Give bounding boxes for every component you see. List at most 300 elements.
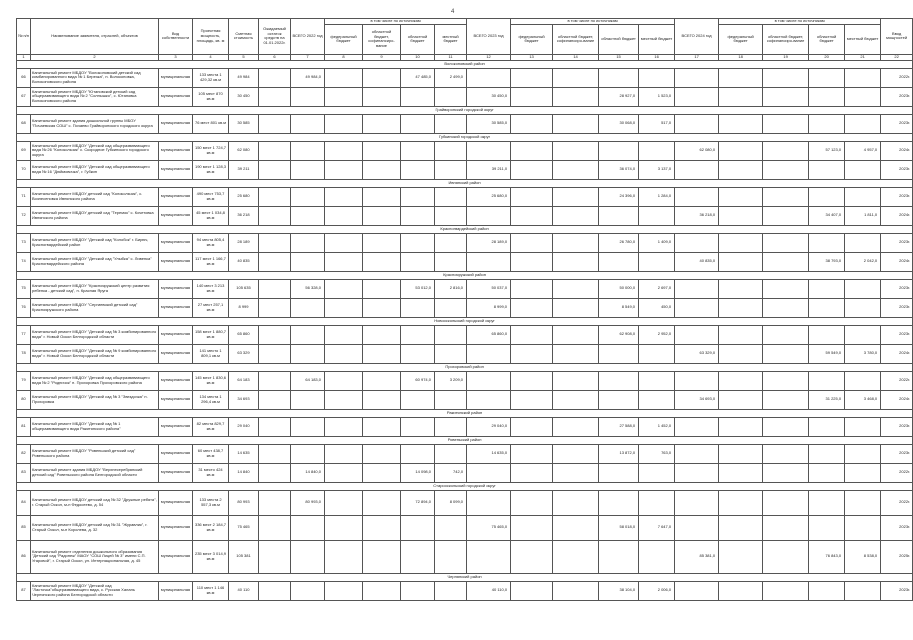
cell-r22 [401, 141, 435, 160]
cell-c22 [363, 417, 401, 436]
cell-year: 2023г. [881, 87, 913, 106]
table-row [17, 325, 913, 344]
cell-t24: 40 835,0 [675, 252, 719, 271]
cell-t22 [291, 344, 325, 363]
cell-r22 [401, 298, 435, 317]
cell-rest [259, 206, 291, 225]
section-row [17, 317, 913, 325]
cell-n: 67 [17, 87, 31, 106]
cell-f23 [511, 279, 553, 298]
cell-l23 [639, 68, 675, 87]
cell-name: Капитальный ремонт МБДОУ детский сад № 32 "Дружные ребята", г. Старый Оскол, м-н Федосеево, д. 54 [31, 490, 159, 515]
cell-n: 66 [17, 68, 31, 87]
cell-r22: 72 894,0 [401, 490, 435, 515]
cell-f24 [719, 581, 763, 600]
cell-l24 [845, 515, 881, 540]
cell-r22 [401, 114, 435, 133]
cell-c23 [553, 141, 599, 160]
cell-f22 [325, 417, 363, 436]
cell-f22 [325, 141, 363, 160]
section-title: Губкинский городской округ [17, 133, 913, 141]
section-title: Новооскольский городской округ [17, 317, 913, 325]
cell-l24 [845, 298, 881, 317]
cell-r23 [599, 490, 639, 515]
cell-f22 [325, 581, 363, 600]
cell-f23 [511, 160, 553, 179]
cell-c23 [553, 325, 599, 344]
cell-f22 [325, 298, 363, 317]
cell-t22 [291, 390, 325, 409]
cofin-2024-header: областной бюджет, софинансиро-вание [763, 24, 809, 54]
cell-cost: 28 189 [229, 233, 259, 252]
column-number-cell: 21 [845, 54, 881, 60]
cell-f22 [325, 444, 363, 463]
cell-year: 2022г. [881, 490, 913, 515]
cell-c23 [553, 279, 599, 298]
cell-c24 [763, 114, 809, 133]
cell-f23 [511, 490, 553, 515]
cell-own: муниципальная [159, 490, 193, 515]
cell-f23 [511, 390, 553, 409]
cell-f23 [511, 515, 553, 540]
cell-n: 85 [17, 515, 31, 540]
cell-year: 2024г. [881, 206, 913, 225]
section-title: Ивнянский район [17, 179, 913, 187]
cell-f24 [719, 540, 763, 573]
cell-c22 [363, 68, 401, 87]
cell-r23: 27 588,0 [599, 417, 639, 436]
cell-c24 [763, 160, 809, 179]
cell-l23: 1 452,0 [639, 417, 675, 436]
cell-l22: 3 209,0 [435, 371, 467, 390]
cell-t23 [467, 463, 511, 482]
cell-l22 [435, 581, 467, 600]
cell-year: 2023г. [881, 160, 913, 179]
cell-c22 [363, 390, 401, 409]
cell-cap: 94 места 805,4 кв.м [193, 233, 229, 252]
cell-c24 [763, 490, 809, 515]
cell-year: 2024г. [881, 141, 913, 160]
cell-f24 [719, 344, 763, 363]
cell-cap: 145 мест 1 830,6 кв.м [193, 371, 229, 390]
cell-t24 [675, 68, 719, 87]
cell-cost: 30 585 [229, 114, 259, 133]
cell-cost: 34 693 [229, 390, 259, 409]
cell-f23 [511, 233, 553, 252]
cell-t24 [675, 160, 719, 179]
cell-c22 [363, 298, 401, 317]
table-row [17, 279, 913, 298]
cell-l22: 8 099,0 [435, 490, 467, 515]
cell-t22: 80 993,0 [291, 490, 325, 515]
cell-c24 [763, 515, 809, 540]
cell-r23 [599, 540, 639, 573]
cell-n: 82 [17, 444, 31, 463]
cell-name: Капитальный ремонт МБДОУ "Детский сад "Ласточка"общеразвивающего вида, с. Русская Халань Чернянского района Белгородской области [31, 581, 159, 600]
cell-r23: 26 780,0 [599, 233, 639, 252]
cell-r23: 28 927,0 [599, 87, 639, 106]
cell-f23 [511, 187, 553, 206]
cell-f23 [511, 444, 553, 463]
cell-r22: 60 974,0 [401, 371, 435, 390]
cell-cap: 490 мест 753,7 кв.м [193, 187, 229, 206]
cell-rest [259, 160, 291, 179]
cell-t23 [467, 68, 511, 87]
table-row [17, 114, 913, 133]
cell-rest [259, 298, 291, 317]
cell-t24: 62 080,0 [675, 141, 719, 160]
cell-l23: 2 952,0 [639, 325, 675, 344]
cell-t23: 30 585,0 [467, 114, 511, 133]
cell-r24 [809, 87, 845, 106]
cell-l24 [845, 325, 881, 344]
cell-c22 [363, 490, 401, 515]
cell-t23: 65 860,0 [467, 325, 511, 344]
regional-2022-header: областной бюджет [401, 24, 435, 54]
cell-r23 [599, 68, 639, 87]
cell-c22 [363, 581, 401, 600]
column-number-cell: 10 [401, 54, 435, 60]
cell-name: Капитальный ремонт МБДОУ детский сад № 31 "Журавлик", г. Старый Оскол, м-н Королева, д. 32 [31, 515, 159, 540]
table-row [17, 252, 913, 271]
cell-f23 [511, 298, 553, 317]
cell-f23 [511, 252, 553, 271]
cell-f24 [719, 371, 763, 390]
cell-f24 [719, 279, 763, 298]
cell-c22 [363, 141, 401, 160]
cell-f24 [719, 87, 763, 106]
cell-r22 [401, 252, 435, 271]
col-number-header: № п/п [17, 19, 31, 55]
cofin-2022-header: областной бюджет, софинансиро-вание [363, 24, 401, 54]
cell-n: 87 [17, 581, 31, 600]
cell-f23 [511, 417, 553, 436]
cell-t22 [291, 114, 325, 133]
cell-rest [259, 187, 291, 206]
federal-2023-header: федеральный бюджет [511, 24, 553, 54]
cell-f24 [719, 233, 763, 252]
cell-l23 [639, 463, 675, 482]
cell-c23 [553, 252, 599, 271]
cell-l24 [845, 490, 881, 515]
table-row [17, 417, 913, 436]
table-row [17, 371, 913, 390]
cell-c23 [553, 344, 599, 363]
section-title: Ровеньский район [17, 436, 913, 444]
cell-cap: 141 место 1 809,1 кв.м [193, 344, 229, 363]
cell-l24: 2 042,0 [845, 252, 881, 271]
cell-name: Капитальный ремонт МБДОУ "Волоконовский детский сад комбинированного вида № 1 Березка", п. Волоконовка, Волоконовского района [31, 68, 159, 87]
cell-r24: 57 123,0 [809, 141, 845, 160]
cell-name: Капитальный ремонт МБДОУ "Детский сад общеразвивающего вида № 2 "Родничок" п. Прохоровка Прохоровского района [31, 371, 159, 390]
cell-l22: 742,0 [435, 463, 467, 482]
cell-c23 [553, 581, 599, 600]
cell-c24 [763, 540, 809, 573]
cell-c22 [363, 252, 401, 271]
cell-t24: 85 381,0 [675, 540, 719, 573]
cell-f22 [325, 515, 363, 540]
cell-f23 [511, 141, 553, 160]
cell-cost: 105 635 [229, 279, 259, 298]
column-number-cell: 14 [553, 54, 599, 60]
cell-cap: 190 мест 1 128,3 кв.м [193, 160, 229, 179]
total-2023-header: ВСЕГО 2023 год [467, 19, 511, 55]
cell-t23 [467, 252, 511, 271]
cell-f22 [325, 160, 363, 179]
cell-n: 72 [17, 206, 31, 225]
cell-cost: 64 183 [229, 371, 259, 390]
cell-t24: 63 329,0 [675, 344, 719, 363]
cell-n: 68 [17, 114, 31, 133]
local-2023-header: местный бюджет [639, 24, 675, 54]
cell-l23 [639, 490, 675, 515]
cell-t24 [675, 187, 719, 206]
cell-c23 [553, 515, 599, 540]
cell-l22 [435, 206, 467, 225]
column-number-cell: 13 [511, 54, 553, 60]
cell-l22 [435, 187, 467, 206]
cell-l22 [435, 298, 467, 317]
cell-r23: 38 104,0 [599, 581, 639, 600]
cell-t24 [675, 371, 719, 390]
cell-r23: 36 074,0 [599, 160, 639, 179]
cell-r22 [401, 581, 435, 600]
cell-c24 [763, 344, 809, 363]
cell-cap: 82 места 829,7 кв.м [193, 417, 229, 436]
cell-f23 [511, 540, 553, 573]
cell-cap: 45 мест 1 034,8 кв.м [193, 206, 229, 225]
cell-t23: 28 189,0 [467, 233, 511, 252]
cell-c24 [763, 390, 809, 409]
cell-t22 [291, 298, 325, 317]
cell-r24 [809, 417, 845, 436]
cell-n: 71 [17, 187, 31, 206]
cell-t22 [291, 233, 325, 252]
cell-name: Капитальный ремонт МБДОУ "Сергиевский детский сад" Краснояружского района [31, 298, 159, 317]
cell-r23 [599, 206, 639, 225]
sources-2024-header: в том числе по источникам [719, 19, 881, 25]
cell-l23: 1 284,0 [639, 187, 675, 206]
cell-n: 78 [17, 344, 31, 363]
cell-rest [259, 515, 291, 540]
cell-t23: 40 110,0 [467, 581, 511, 600]
cell-t22 [291, 581, 325, 600]
cell-rest [259, 114, 291, 133]
column-number-cell: 2 [31, 54, 159, 60]
cell-l23: 3 137,0 [639, 160, 675, 179]
cell-r24 [809, 515, 845, 540]
cell-f22 [325, 279, 363, 298]
cell-l22 [435, 444, 467, 463]
cell-year: 2023г. [881, 581, 913, 600]
table-row [17, 515, 913, 540]
cell-t22: 64 183,0 [291, 371, 325, 390]
cell-t22: 49 984,0 [291, 68, 325, 87]
cell-f22 [325, 68, 363, 87]
cell-f23 [511, 463, 553, 482]
cell-rest [259, 279, 291, 298]
cell-rest [259, 344, 291, 363]
cell-c22 [363, 160, 401, 179]
cell-t23 [467, 390, 511, 409]
table-row [17, 540, 913, 573]
cell-l22 [435, 233, 467, 252]
cell-r23 [599, 390, 639, 409]
cell-c23 [553, 233, 599, 252]
cell-f22 [325, 325, 363, 344]
cell-own: муниципальная [159, 540, 193, 573]
cell-c24 [763, 141, 809, 160]
cell-t24 [675, 298, 719, 317]
col-ownership-header: Вид собственности [159, 19, 193, 55]
cell-cost: 14 840 [229, 463, 259, 482]
cell-f22 [325, 540, 363, 573]
cell-f24 [719, 490, 763, 515]
cell-t23: 50 037,0 [467, 279, 511, 298]
cell-cost: 25 680 [229, 187, 259, 206]
cell-cost: 8 999 [229, 298, 259, 317]
federal-2022-header: федеральный бюджет [325, 24, 363, 54]
column-number-cell: 5 [229, 54, 259, 60]
cell-rest [259, 371, 291, 390]
cell-c22 [363, 279, 401, 298]
table-row [17, 444, 913, 463]
cell-l24 [845, 581, 881, 600]
cell-f22 [325, 344, 363, 363]
table-row [17, 463, 913, 482]
section-title: Старооскольский городской округ [17, 482, 913, 490]
cell-cap: 336 мест 2 184,7 кв.м [193, 515, 229, 540]
cell-c22 [363, 371, 401, 390]
cell-rest [259, 444, 291, 463]
cell-r23 [599, 141, 639, 160]
cell-r24 [809, 279, 845, 298]
cell-l22: 2 816,0 [435, 279, 467, 298]
section-row [17, 436, 913, 444]
cell-year: 2025г. [881, 540, 913, 573]
cell-l22 [435, 141, 467, 160]
cell-r24 [809, 114, 845, 133]
cell-c24 [763, 68, 809, 87]
cell-own: муниципальная [159, 371, 193, 390]
section-title: Чернянский район [17, 573, 913, 581]
cell-c23 [553, 444, 599, 463]
cell-f22 [325, 87, 363, 106]
cell-l24 [845, 279, 881, 298]
cell-t22 [291, 252, 325, 271]
cell-cost: 39 211 [229, 160, 259, 179]
cell-c23 [553, 371, 599, 390]
cell-year: 2023г. [881, 417, 913, 436]
cell-l22 [435, 114, 467, 133]
cell-c24 [763, 325, 809, 344]
cell-l23 [639, 371, 675, 390]
col-capacity-header: Проектная мощность, площадь, кв. м [193, 19, 229, 55]
cell-c22 [363, 344, 401, 363]
cell-t22: 56 328,0 [291, 279, 325, 298]
cell-l23 [639, 206, 675, 225]
cell-f24 [719, 515, 763, 540]
cell-r22 [401, 87, 435, 106]
cell-r23 [599, 344, 639, 363]
section-title: Красногвардейский район [17, 225, 913, 233]
cell-l23: 2 697,0 [639, 279, 675, 298]
cell-own: муниципальная [159, 298, 193, 317]
section-title: Краснояружский район [17, 271, 913, 279]
cell-f22 [325, 206, 363, 225]
cell-rest [259, 87, 291, 106]
cell-own: муниципальная [159, 325, 193, 344]
cell-c23 [553, 490, 599, 515]
cofin-2023-header: областной бюджет, софинансиро-вание [553, 24, 599, 54]
cell-c23 [553, 463, 599, 482]
cell-c23 [553, 206, 599, 225]
column-number-cell: 4 [193, 54, 229, 60]
section-row [17, 179, 913, 187]
cell-l24: 4 957,0 [845, 141, 881, 160]
cell-t23: 14 635,0 [467, 444, 511, 463]
cell-own: муниципальная [159, 390, 193, 409]
cell-cost: 80 993 [229, 490, 259, 515]
column-number-cell: 7 [291, 54, 325, 60]
cell-r22 [401, 444, 435, 463]
cell-t24 [675, 87, 719, 106]
section-row [17, 271, 913, 279]
cell-t22 [291, 515, 325, 540]
cell-year: 2023г. [881, 515, 913, 540]
cell-cap: 133 места 2 557,3 кв.м [193, 490, 229, 515]
cell-r24 [809, 581, 845, 600]
cell-t22 [291, 160, 325, 179]
cell-f23 [511, 114, 553, 133]
cell-l23: 450,0 [639, 298, 675, 317]
cell-c23 [553, 187, 599, 206]
section-row [17, 106, 913, 114]
cell-rest [259, 540, 291, 573]
cell-l23: 763,0 [639, 444, 675, 463]
cell-f24 [719, 325, 763, 344]
cell-t24 [675, 581, 719, 600]
cell-cap: 133 места 1 429,32 кв.м [193, 68, 229, 87]
cell-n: 77 [17, 325, 31, 344]
cell-name: Капитальный ремонт МБДОУ "Детский сад общеразвивающего вида № 26 "Колокольчик" с. Скородное Губкинского городского округа [31, 141, 159, 160]
cell-r24: 38 793,0 [809, 252, 845, 271]
cell-f24 [719, 187, 763, 206]
cell-name: Капитальный ремонт здания МБДОУ "Верхнесеребрянский детский сад" Ровеньского района Белгородской области [31, 463, 159, 482]
cell-t24 [675, 417, 719, 436]
cell-n: 79 [17, 371, 31, 390]
cell-r22 [401, 515, 435, 540]
table-header [17, 19, 913, 61]
cell-t22 [291, 87, 325, 106]
col-cost-header: Сметная стоимость [229, 19, 259, 55]
cell-t23 [467, 371, 511, 390]
cell-c23 [553, 87, 599, 106]
cell-f23 [511, 325, 553, 344]
cell-t23 [467, 344, 511, 363]
cell-name: Капитальный ремонт МБДОУ "Детский сад № 9 комбинированного вида" г. Новый Оскол Белгородской области [31, 344, 159, 363]
cell-f23 [511, 206, 553, 225]
cell-r24: 34 407,0 [809, 206, 845, 225]
cell-year: 2023г. [881, 298, 913, 317]
cell-t24 [675, 279, 719, 298]
cell-c24 [763, 463, 809, 482]
cell-c22 [363, 325, 401, 344]
cell-r23 [599, 371, 639, 390]
cell-cap: 117 мест 1 166,7 кв.м [193, 252, 229, 271]
cell-own: муниципальная [159, 417, 193, 436]
column-number-cell: 18 [719, 54, 763, 60]
